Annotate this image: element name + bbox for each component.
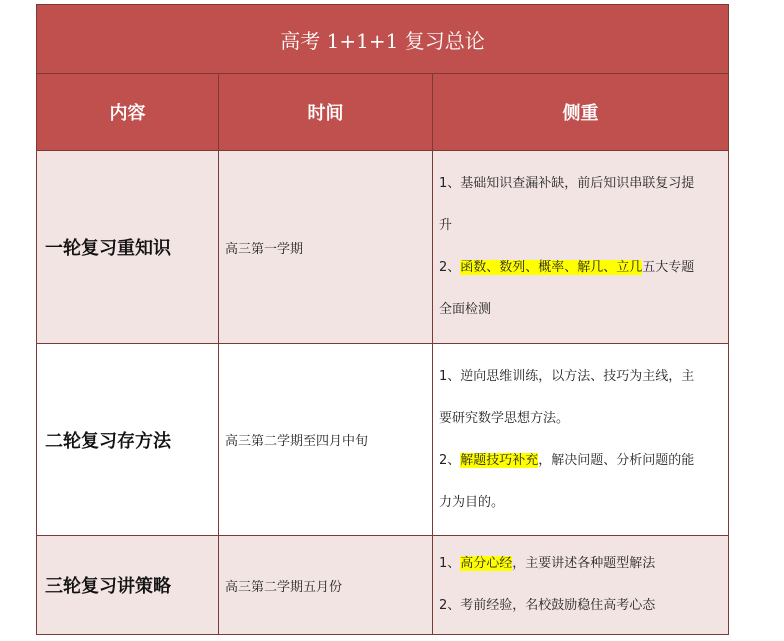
emphasis-line — [439, 247, 722, 289]
content-cell: 一轮复习重知识 — [37, 151, 219, 344]
emphasis-line — [439, 440, 722, 482]
content-cell: 二轮复习存方法 — [37, 344, 219, 536]
title-row — [37, 5, 729, 74]
line-text: 基础知识查漏补缺，前后知识串联复习提 — [460, 176, 695, 191]
emphasis-line — [439, 163, 722, 205]
item-number: 2、 — [439, 598, 461, 613]
time-cell: 高三第二学期五月份 — [219, 536, 433, 635]
emphasis-line — [439, 289, 722, 331]
emphasis-line — [439, 356, 722, 398]
emphasis-line — [439, 482, 722, 524]
table-row — [37, 344, 729, 536]
line-text: ，解决问题、分析问题的能 — [538, 452, 695, 468]
line-text: 要研究数学思想方法。 — [439, 410, 570, 426]
emphasis-line — [439, 398, 722, 440]
emphasis-line — [439, 543, 722, 585]
emphasis-cell — [433, 344, 729, 536]
line-text: ，主要讲述各种题型解法 — [512, 556, 656, 571]
header-emphasis: 侧重 — [433, 74, 729, 151]
item-number: 1、 — [439, 176, 461, 191]
table-row — [37, 536, 729, 635]
emphasis-cell — [433, 151, 729, 344]
table-row — [37, 151, 729, 344]
emphasis-line — [439, 585, 722, 627]
header-time: 时间 — [219, 74, 433, 151]
line-text: 力为目的。 — [439, 494, 505, 510]
line-text: 全面检测 — [439, 302, 492, 317]
table-title: 高考 1+1+1 复习总论 — [37, 5, 729, 74]
time-cell: 高三第二学期至四月中旬 — [219, 344, 433, 536]
item-number: 2、 — [439, 452, 461, 468]
emphasis-line — [439, 205, 722, 247]
highlighted-text: 解题技巧补充 — [460, 452, 539, 468]
item-number: 2、 — [439, 260, 461, 275]
header-content: 内容 — [37, 74, 219, 151]
highlighted-text: 高分心经 — [460, 556, 513, 571]
item-number: 1、 — [439, 368, 461, 384]
highlighted-text: 函数、数列、概率、解几、立几 — [460, 260, 643, 275]
item-number: 1、 — [439, 556, 461, 571]
content-cell: 三轮复习讲策略 — [37, 536, 219, 635]
line-text: 升 — [439, 218, 453, 233]
line-text: 逆向思维训练，以方法、技巧为主线，主 — [460, 368, 695, 384]
line-text: 考前经验，名校鼓励稳住高考心态 — [460, 598, 656, 613]
line-text: 五大专题 — [642, 260, 695, 275]
header-row — [37, 74, 729, 151]
review-table — [36, 4, 729, 635]
time-cell: 高三第一学期 — [219, 151, 433, 344]
emphasis-cell — [433, 536, 729, 635]
